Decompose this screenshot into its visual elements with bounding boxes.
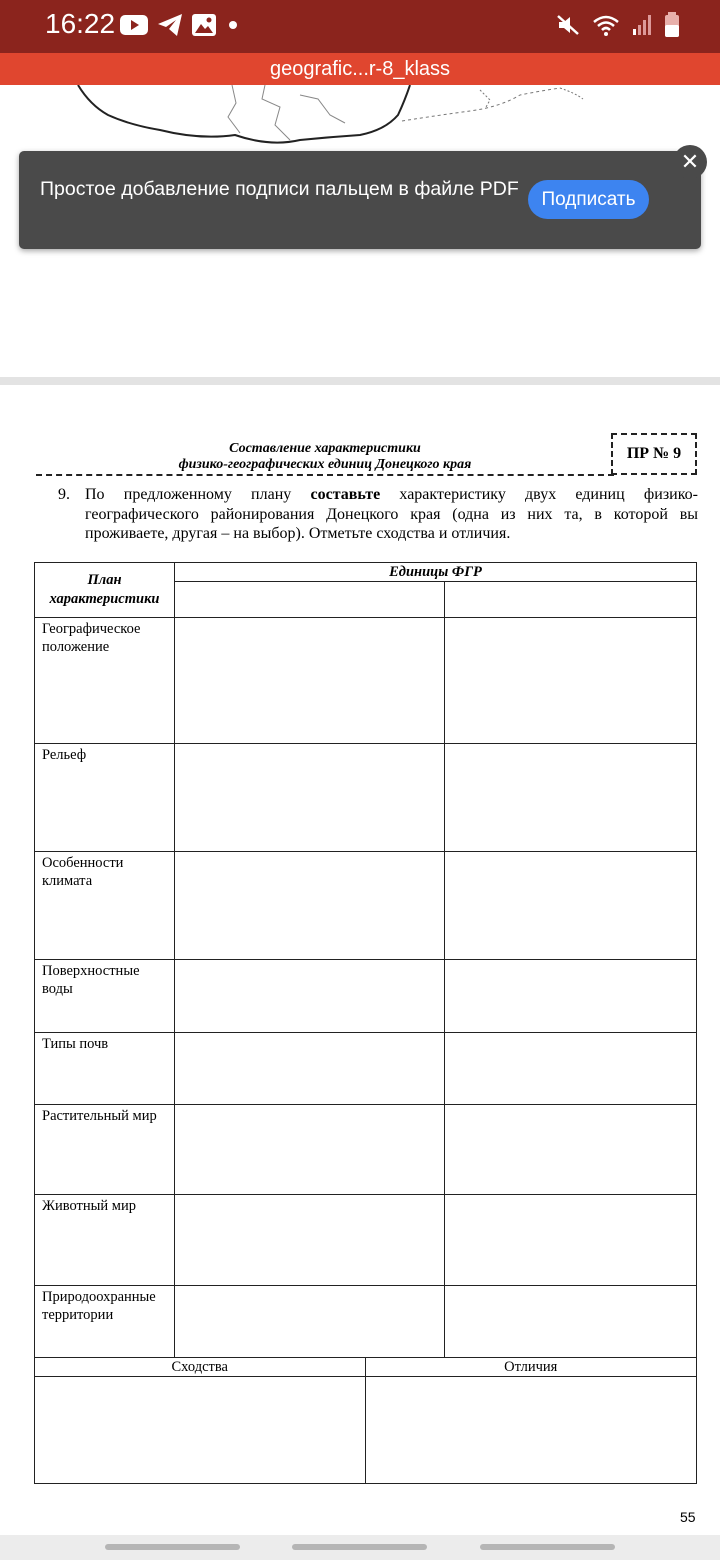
row-label: Животный мир: [35, 1195, 175, 1286]
unit-1-name-cell[interactable]: [174, 582, 444, 618]
table-cell[interactable]: [174, 960, 444, 1033]
task-text-end: характеристику двух единиц физико-географического районирования Донецкого края (одна из них та, в которой вы проживаете, другая – на выбор). Отметьте сходства и отличия.: [85, 486, 698, 542]
characteristics-table: [34, 562, 697, 1358]
table-cell[interactable]: [174, 1033, 444, 1105]
row-label: Природоохранные территории: [35, 1286, 175, 1358]
nav-handle-right[interactable]: [480, 1544, 615, 1550]
map-fragment: [0, 85, 720, 153]
wifi-icon: [592, 14, 620, 36]
page-number: 55: [680, 1509, 696, 1525]
youtube-icon: [120, 15, 148, 35]
task-text-start: По предложенному плану: [85, 486, 311, 503]
table-cell[interactable]: [445, 852, 697, 960]
table-cell[interactable]: [445, 960, 697, 1033]
heading-line-2: физико-географических единиц Донецкого края: [178, 457, 472, 472]
system-icons: [556, 12, 680, 38]
header-plan: План характеристики: [35, 563, 175, 618]
status-time: 16:22: [45, 8, 116, 39]
row-label: Растительный мир: [35, 1105, 175, 1195]
row-label: Типы почв: [35, 1033, 175, 1105]
signal-icon: [632, 14, 652, 36]
differences-header: Отличия: [365, 1358, 697, 1377]
table-cell[interactable]: [174, 1286, 444, 1358]
task-paragraph: [58, 485, 698, 544]
table-cell[interactable]: [174, 1105, 444, 1195]
table-cell[interactable]: [174, 744, 444, 852]
toast-message: Простое добавление подписи пальцем в файле PDF: [40, 178, 519, 200]
heading-line-1: Составление характеристики: [229, 441, 421, 456]
comparison-table: [34, 1357, 697, 1484]
mute-icon: [556, 13, 580, 37]
nav-handle-center[interactable]: [292, 1544, 427, 1550]
row-label: Рельеф: [35, 744, 175, 852]
table-cell[interactable]: [445, 618, 697, 744]
task-text: [85, 485, 698, 544]
table-cell[interactable]: [174, 1195, 444, 1286]
sign-button[interactable]: Подписать: [528, 180, 649, 219]
sign-prompt-toast: [19, 151, 701, 249]
notification-icons: [120, 13, 241, 37]
dot-icon: [225, 17, 241, 33]
row-label: Особенности климата: [35, 852, 175, 960]
gallery-icon: [192, 14, 216, 36]
table-cell[interactable]: [445, 744, 697, 852]
similarities-cell[interactable]: [35, 1377, 366, 1484]
document-page: [0, 385, 720, 1535]
system-navigation-bar: [0, 1535, 720, 1560]
row-label: Географическое положение: [35, 618, 175, 744]
header-units: Единицы ФГР: [174, 563, 696, 582]
unit-2-name-cell[interactable]: [445, 582, 697, 618]
table-cell[interactable]: [174, 852, 444, 960]
telegram-icon: [157, 13, 183, 37]
close-icon[interactable]: ✕: [673, 145, 707, 179]
practical-work-badge: ПР № 9: [611, 433, 697, 475]
page-separator: [0, 377, 720, 385]
nav-handle-left[interactable]: [105, 1544, 240, 1550]
page-heading: [36, 441, 614, 476]
differences-cell[interactable]: [365, 1377, 697, 1484]
table-cell[interactable]: [445, 1033, 697, 1105]
row-label: Поверхностные воды: [35, 960, 175, 1033]
task-text-bold: составьте: [310, 486, 381, 503]
task-number: 9.: [58, 486, 70, 503]
document-titlebar[interactable]: [0, 53, 720, 85]
table-cell[interactable]: [445, 1195, 697, 1286]
table-cell[interactable]: [445, 1286, 697, 1358]
table-cell[interactable]: [174, 618, 444, 744]
status-bar: [0, 0, 720, 53]
document-filename: geografic...r-8_klass: [269, 58, 451, 80]
similarities-header: Сходства: [35, 1358, 366, 1377]
battery-icon: [664, 12, 680, 38]
table-cell[interactable]: [445, 1105, 697, 1195]
